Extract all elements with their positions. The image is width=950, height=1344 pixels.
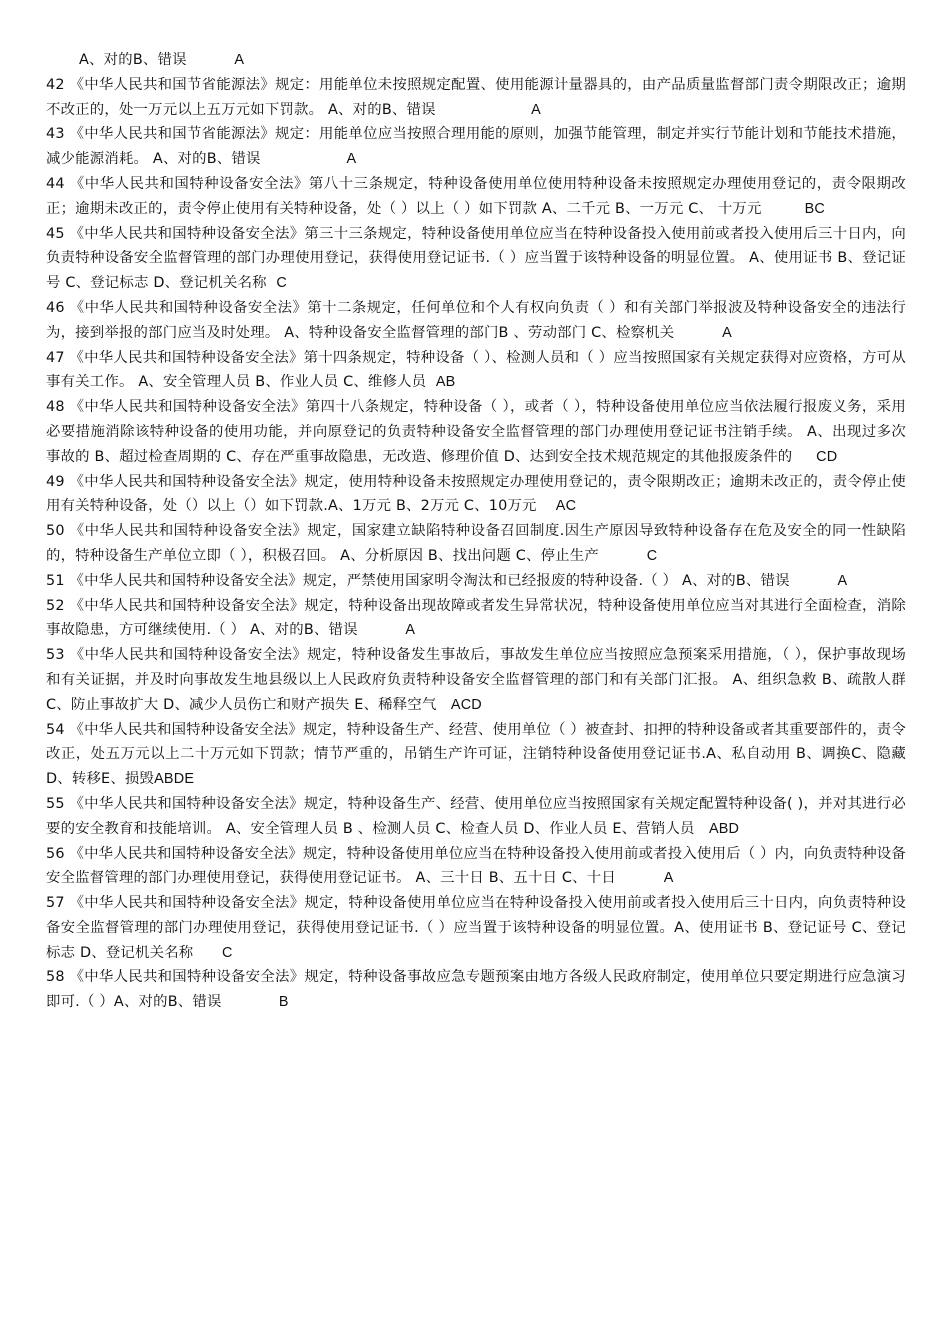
- question-text: 53 《中华人民共和国特种设备安全法》规定，特种设备发生事故后，事故发生单位应当按照应急预案采用措施，（ ），保护事故现场和有关证据，并及时向事故发生地县级以上人民政府负责特种设备安全监督管理的部门和有关部门汇报。 A、组织急救 B、疏散人群 C、防止事故扩大 D、减少人员伤亡和财产损失 E、稀释空气: [46, 647, 906, 713]
- question-text: 54 《中华人民共和国特种设备安全法》规定，特种设备生产、经营、使用单位（ ）被查封、扣押的特种设备或者其重要部件的，责令改正，处五万元以上二十万元如下罚款；情节严重的，吊销生产许可证，注销特种设备使用登记证书.A、私自动用 B、调换C、隐藏D、转移E、损毁: [46, 721, 906, 788]
- question-54: [46, 718, 906, 792]
- answer-key: A: [722, 324, 732, 341]
- question-53: [46, 643, 906, 717]
- question-text: 56 《中华人民共和国特种设备安全法》规定，特种设备使用单位应当在特种设备投入使用前或者投入使用后（ ）内，向负责特种设备安全监督管理的部门办理使用登记，获得使用登记证书。 A、三十日 B、五十日 C、十日: [46, 845, 906, 887]
- question-49: [46, 470, 906, 520]
- question-42: [46, 73, 906, 123]
- question-50: [46, 519, 906, 569]
- question-text: 55 《中华人民共和国特种设备安全法》规定，特种设备生产、经营、使用单位应当按照国家有关规定配置特种设备( )，并对其进行必要的安全教育和技能培训。 A、安全管理人员 B 、检测人员 C、检查人员 D、作业人员 E、营销人员: [46, 795, 906, 837]
- question-text: 52 《中华人民共和国特种设备安全法》规定，特种设备出现故障或者发生异常状况，特种设备使用单位应当对其进行全面检查，消除事故隐患，方可继续使用.（ ） A、对的B、错误: [46, 597, 906, 639]
- question-48: [46, 395, 906, 469]
- question-51: [46, 569, 906, 594]
- answer-key: AC: [555, 498, 577, 515]
- question-45: [46, 222, 906, 296]
- answer-key: C: [276, 275, 287, 292]
- answer-key: BC: [804, 200, 825, 217]
- question-58: [46, 965, 906, 1015]
- question-text: 48 《中华人民共和国特种设备安全法》第四十八条规定，特种设备（ ），或者（ ），特种设备使用单位应当依法履行报废义务，采用必要措施消除该特种设备的使用功能，并向原登记的负责特种设备安全监督管理的部门办理使用登记证书注销手续。 A、出现过多次事故的 B、超过检查周期的 C、存在严重事故隐患，无改造、修理价值 D、达到安全技术规范规定的其他报废条件的: [46, 399, 906, 465]
- answer-key: ABD: [708, 820, 740, 837]
- question-text: 45 《中华人民共和国特种设备安全法》第三十三条规定，特种设备使用单位应当在特种设备投入使用前或者投入使用后三十日内，向负责特种设备安全监督管理的部门办理使用登记，获得使用登记证书.（ ）应当置于该特种设备的明显位置。 A、使用证书 B、登记证号 C、登记标志 D、登记机关名称: [46, 225, 906, 292]
- question-text: 51 《中华人民共和国特种设备安全法》规定，严禁使用国家明令淘汰和已经报废的特种设备.（ ） A、对的B、错误: [46, 572, 790, 589]
- question-text: 42 《中华人民共和国节省能源法》规定：用能单位未按照规定配置、使用能源计量器具的，由产品质量监督部门责令期限改正；逾期不改正的，处一万元以上五万元如下罚款。 A、对的B、错误: [46, 76, 906, 118]
- question-text: 49 《中华人民共和国特种设备安全法》规定，使用特种设备未按照规定办理使用登记的，责令限期改正；逾期未改正的，责令停止使用有关特种设备，处（）以上（）如下罚款.A、1万元 B、2万元 C、10万元: [46, 473, 906, 515]
- question-41-tail: [46, 48, 906, 73]
- answer-key: A: [405, 622, 416, 639]
- question-55: [46, 792, 906, 842]
- question-text: 47 《中华人民共和国特种设备安全法》第十四条规定，特种设备（ ）、检测人员和（ ）应当按照国家有关规定获得对应资格，方可从事有关工作。 A、安全管理人员 B、作业人员 C、维修人员: [46, 349, 906, 391]
- question-text: 50 《中华人民共和国特种设备安全法》规定，国家建立缺陷特种设备召回制度.因生产原因导致特种设备存在危及安全的同一性缺陷的，特种设备生产单位立即（ ），积极召回。 A、分析原因 B、找出问题 C、停止生产: [46, 523, 906, 564]
- question-list: [46, 48, 906, 1015]
- answer-key: A: [234, 52, 245, 68]
- question-text: 44 《中华人民共和国特种设备安全法》第八十三条规定，特种设备使用单位使用特种设备未按照规定办理使用登记的，责令限期改正；逾期未改正的，责令停止使用有关特种设备，处（ ）以上（ ）如下罚款 A、二千元 B、一万元 C、 十万元: [46, 175, 906, 217]
- answer-key: ACD: [450, 696, 482, 713]
- answer-key: A: [663, 870, 674, 887]
- answer-key: B: [278, 994, 289, 1011]
- question-text: 58 《中华人民共和国特种设备安全法》规定，特种设备事故应急专题预案由地方各级人民政府制定，使用单位只要定期进行应急演习即可.（ ）A、对的B、错误: [46, 969, 906, 1011]
- question-text: A、对的B、错误: [79, 52, 187, 68]
- answer-key: A: [837, 572, 848, 589]
- question-46: [46, 296, 906, 346]
- question-text: 43 《中华人民共和国节省能源法》规定：用能单位应当按照合理用能的原则，加强节能管理，制定并实行节能计划和节能技术措施，减少能源消耗。 A、对的B、错误: [46, 126, 906, 168]
- question-57: [46, 891, 906, 965]
- answer-key: AB: [435, 374, 456, 391]
- answer-key: C: [646, 547, 658, 564]
- question-56: [46, 842, 906, 892]
- answer-key: C: [222, 944, 233, 961]
- answer-key: A: [346, 151, 357, 168]
- question-47: [46, 346, 906, 396]
- answer-key: A: [531, 101, 541, 118]
- question-43: [46, 122, 906, 172]
- answer-key: ABDE: [154, 771, 195, 788]
- question-52: [46, 594, 906, 644]
- question-text: 57 《中华人民共和国特种设备安全法》规定，特种设备使用单位应当在特种设备投入使用前或者投入使用后三十日内，向负责特种设备安全监督管理的部门办理使用登记，获得使用登记证书.（ ）应当置于该特种设备的明显位置。A、使用证书 B、登记证号 C、登记标志 D、登记机关名称: [46, 895, 906, 961]
- question-text: 46 《中华人民共和国特种设备安全法》第十二条规定，任何单位和个人有权向负责（ ）和有关部门举报波及特种设备安全的违法行为，接到举报的部门应当及时处理。 A、特种设备安全监督管理的部门B 、劳动部门 C、检察机关: [46, 299, 906, 341]
- question-44: [46, 172, 906, 222]
- answer-key: CD: [816, 448, 838, 465]
